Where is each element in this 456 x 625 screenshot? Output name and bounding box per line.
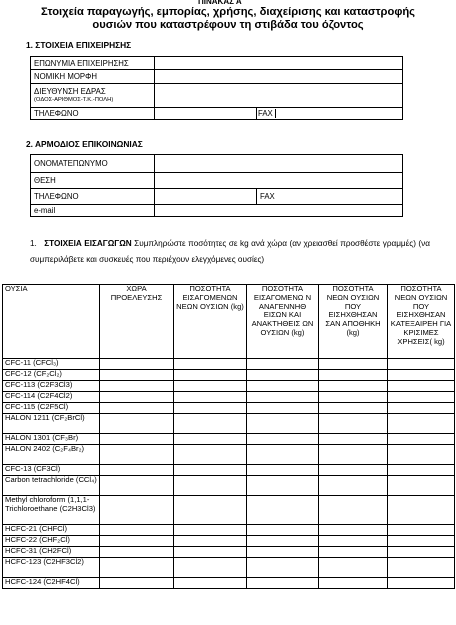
quantity-cell[interactable] (247, 445, 319, 465)
company-form (30, 56, 403, 120)
quantity-cell[interactable] (247, 496, 319, 525)
quantity-cell[interactable] (388, 370, 455, 381)
contact-fax-label: FAX (260, 192, 275, 201)
quantity-cell[interactable] (174, 359, 247, 370)
imports-heading: ΣΤΟΙΧΕΙΑ ΕΙΣΑΓΩΓΩΝ (44, 239, 132, 248)
quantity-cell[interactable] (247, 414, 319, 434)
quantity-cell[interactable] (319, 381, 388, 392)
header-stock-imports: ΠΟΣΟΤΗΤΑ ΝΕΩΝ ΟΥΣΙΩΝ ΠΟΥ ΕΙΣΗΧΘΗΣΑΝ ΣΑΝ ΑΠΟΘΗΚΗ (kg) (319, 285, 388, 359)
full-name-field[interactable] (155, 155, 403, 173)
quantity-cell[interactable] (174, 370, 247, 381)
quantity-cell[interactable] (319, 465, 388, 476)
quantity-cell[interactable] (174, 496, 247, 525)
header-critical-use-imports: ΠΟΣΟΤΗΤΑ ΝΕΩΝ ΟΥΣΙΩΝ ΠΟΥ ΕΙΣΗΧΘΗΣΑΝ ΚΑΤΕΞΑΙΡΕΗ ΓΙΑ ΚΡΙΣΙΜΕΣ ΧΡΗΣΕΙΣ( kg) (388, 285, 455, 359)
quantity-cell[interactable] (100, 465, 174, 476)
quantity-cell[interactable] (388, 465, 455, 476)
title-line-1: Στοιχεία παραγωγής, εμπορίας, χρήσης, διαχείρισης και καταστροφής (41, 6, 415, 18)
header-country: ΧΩΡΑ ΠΡΟΕΛΕΥΣΗΣ (100, 285, 174, 359)
quantity-cell[interactable] (100, 525, 174, 536)
table-row (3, 359, 455, 370)
quantity-cell[interactable] (100, 558, 174, 578)
contact-phone-field[interactable] (155, 189, 257, 205)
substance-cell: CFC-13 (CF3Cl) (3, 465, 100, 476)
quantity-cell[interactable] (319, 496, 388, 525)
quantity-cell[interactable] (100, 392, 174, 403)
quantity-cell[interactable] (319, 370, 388, 381)
quantity-cell[interactable] (319, 414, 388, 434)
quantity-cell[interactable] (319, 558, 388, 578)
substance-cell: HCFC-31 (CH2FCl) (3, 547, 100, 558)
quantity-cell[interactable] (174, 434, 247, 445)
quantity-cell[interactable] (100, 547, 174, 558)
quantity-cell[interactable] (247, 476, 319, 496)
substance-cell: CFC-114 (C2F4Cl2) (3, 392, 100, 403)
table-row (3, 558, 455, 578)
quantity-cell[interactable] (247, 434, 319, 445)
table-row (3, 547, 455, 558)
quantity-cell[interactable] (247, 392, 319, 403)
quantity-cell[interactable] (388, 558, 455, 578)
quantity-cell[interactable] (247, 465, 319, 476)
quantity-cell[interactable] (100, 381, 174, 392)
company-name-label: ΕΠΩΝΥΜΙΑ ΕΠΙΧΕΙΡΗΣΗΣ (31, 57, 155, 70)
email-label: e-mail (31, 205, 155, 217)
table-row (3, 403, 455, 414)
quantity-cell[interactable] (174, 403, 247, 414)
quantity-cell[interactable] (388, 403, 455, 414)
position-label: ΘΕΣΗ (31, 173, 155, 189)
quantity-cell[interactable] (388, 434, 455, 445)
section1-heading: 1. ΣΤΟΙΧΕΙΑ ΕΠΙΧΕΙΡΗΣΗΣ (26, 40, 132, 50)
quantity-cell[interactable] (388, 381, 455, 392)
imports-table (2, 284, 455, 589)
legal-form-field[interactable] (155, 70, 403, 84)
quantity-cell[interactable] (319, 525, 388, 536)
email-field[interactable] (155, 205, 403, 217)
quantity-cell[interactable] (174, 547, 247, 558)
quantity-cell[interactable] (100, 536, 174, 547)
header-substance: ΟΥΣΙΑ (3, 285, 100, 359)
quantity-cell[interactable] (319, 536, 388, 547)
address-label-text: ΔΙΕΥΘΥΝΣΗ ΕΔΡΑΣ (34, 86, 106, 96)
address-field[interactable] (155, 84, 403, 108)
quantity-cell[interactable] (247, 403, 319, 414)
substance-cell: HALON 2402 (C₂F₄Br₂) (3, 445, 100, 465)
table-header-row (3, 285, 455, 359)
title-line-2: ουσιών που καταστρέφουν τη στιβάδα του όζοντος (92, 18, 364, 31)
table-row (3, 536, 455, 547)
quantity-cell[interactable] (388, 525, 455, 536)
quantity-cell[interactable] (100, 445, 174, 465)
imports-instructions (30, 236, 430, 268)
substance-cell: HCFC-123 (C2HF3Cl2) (3, 558, 100, 578)
substance-cell: CFC-113 (C2F3Cl3) (3, 381, 100, 392)
quantity-cell[interactable] (174, 558, 247, 578)
substance-cell: CFC-115 (C2F5Cl) (3, 403, 100, 414)
legal-form-label: ΝΟΜΙΚΗ ΜΟΡΦΗ (31, 70, 155, 84)
table-row (3, 381, 455, 392)
fax-label: FAX (257, 109, 276, 118)
quantity-cell[interactable] (319, 547, 388, 558)
quantity-cell[interactable] (174, 476, 247, 496)
table-row (3, 578, 455, 589)
table-row (3, 370, 455, 381)
quantity-cell[interactable] (319, 578, 388, 589)
phone-field[interactable] (155, 108, 257, 120)
position-field[interactable] (155, 173, 403, 189)
header-recycled-imports: ΠΟΣΟΤΗΤΑ ΕΙΣΑΓΟΜΕΝΩ Ν ΑΝΑΓΕΝΝΗΘ ΕΙΣΩΝ ΚΑΙ ΑΝΑΚΤΗΘΕΙΣ ΩΝ ΟΥΣΙΩΝ (kg) (247, 285, 319, 359)
quantity-cell[interactable] (247, 381, 319, 392)
quantity-cell[interactable] (100, 476, 174, 496)
quantity-cell[interactable] (100, 578, 174, 589)
quantity-cell[interactable] (100, 370, 174, 381)
company-name-field[interactable] (155, 57, 403, 70)
contact-form (30, 154, 403, 217)
quantity-cell[interactable] (174, 392, 247, 403)
quantity-cell[interactable] (319, 445, 388, 465)
quantity-cell[interactable] (174, 578, 247, 589)
substance-cell: HALON 1301 (CF₃Br) (3, 434, 100, 445)
quantity-cell[interactable] (247, 547, 319, 558)
table-row (3, 465, 455, 476)
quantity-cell[interactable] (319, 403, 388, 414)
quantity-cell[interactable] (319, 434, 388, 445)
quantity-cell[interactable] (388, 392, 455, 403)
quantity-cell[interactable] (319, 359, 388, 370)
substance-cell: HALON 1211 (CF₂BrCl) (3, 414, 100, 434)
quantity-cell[interactable] (247, 578, 319, 589)
table-row (3, 434, 455, 445)
table-row (3, 445, 455, 465)
quantity-cell[interactable] (319, 476, 388, 496)
quantity-cell[interactable] (247, 558, 319, 578)
cut-off-heading: ΠΙΝΑΚΑΣ Α (198, 0, 242, 6)
substance-cell: CFC-12 (CF₂Cl₂) (3, 370, 100, 381)
contact-phone-label: ΤΗΛΕΦΩΝΟ (31, 189, 155, 205)
table-row (3, 525, 455, 536)
quantity-cell[interactable] (174, 445, 247, 465)
quantity-cell[interactable] (174, 381, 247, 392)
section2-heading: 2. ΑΡΜΟΔΙΟΣ ΕΠΙΚΟΙΝΩΝΙΑΣ (26, 139, 143, 149)
quantity-cell[interactable] (247, 359, 319, 370)
contact-fax-cell[interactable] (257, 189, 403, 205)
substance-cell: CFC-11 (CFCl₃) (3, 359, 100, 370)
full-name-label: ΟΝΟΜΑΤΕΠΩΝΥΜΟ (31, 155, 155, 173)
substance-cell: HCFC-22 (CHF₂Cl) (3, 536, 100, 547)
quantity-cell[interactable] (388, 445, 455, 465)
phone-label: ΤΗΛΕΦΩΝΟ (31, 108, 155, 120)
quantity-cell[interactable] (388, 496, 455, 525)
quantity-cell[interactable] (174, 465, 247, 476)
quantity-cell[interactable] (174, 536, 247, 547)
quantity-cell[interactable] (388, 359, 455, 370)
quantity-cell[interactable] (388, 476, 455, 496)
header-new-imports: ΠΟΣΟΤΗΤΑ ΕΙΣΑΓΟΜΕΝΩΝ ΝΕΩΝ ΟΥΣΙΩΝ (kg) (174, 285, 247, 359)
quantity-cell[interactable] (247, 536, 319, 547)
imports-number: 1. (30, 239, 37, 248)
table-row (3, 476, 455, 496)
table-row (3, 392, 455, 403)
imports-instructions-text: Συμπληρώστε ποσότητες σε kg ανά χώρα (αν χρειασθεί προσθέστε γραμμές) (να συμπεριλάβετε και συσκευές που περιέχουν ελεγχόμενες ουσίες) (30, 239, 430, 264)
quantity-cell[interactable] (388, 414, 455, 434)
quantity-cell[interactable] (100, 359, 174, 370)
quantity-cell[interactable] (388, 578, 455, 589)
quantity-cell[interactable] (247, 525, 319, 536)
table-row (3, 496, 455, 525)
quantity-cell[interactable] (247, 370, 319, 381)
quantity-cell[interactable] (100, 496, 174, 525)
table-row (3, 414, 455, 434)
fax-cell[interactable] (257, 108, 403, 120)
quantity-cell[interactable] (100, 403, 174, 414)
address-label (31, 84, 155, 108)
quantity-cell[interactable] (319, 392, 388, 403)
substance-cell: Methyl chloroform (1,1,1-Trichloroethane (C2H3Cl3) (3, 496, 100, 525)
substance-cell: HCFC-124 (C2HF4Cl) (3, 578, 100, 589)
substance-cell: Carbon tetrachloride (CCl₄) (3, 476, 100, 496)
substance-cell: HCFC-21 (CHFCl) (3, 525, 100, 536)
quantity-cell[interactable] (174, 525, 247, 536)
address-hint: (ΟΔΟΣ-ΑΡΙΘΜΟΣ-Τ.Κ.-ΠΟΛΗ) (34, 96, 114, 103)
quantity-cell[interactable] (174, 414, 247, 434)
quantity-cell[interactable] (100, 414, 174, 434)
page-title (0, 6, 456, 31)
quantity-cell[interactable] (100, 434, 174, 445)
quantity-cell[interactable] (388, 547, 455, 558)
quantity-cell[interactable] (388, 536, 455, 547)
